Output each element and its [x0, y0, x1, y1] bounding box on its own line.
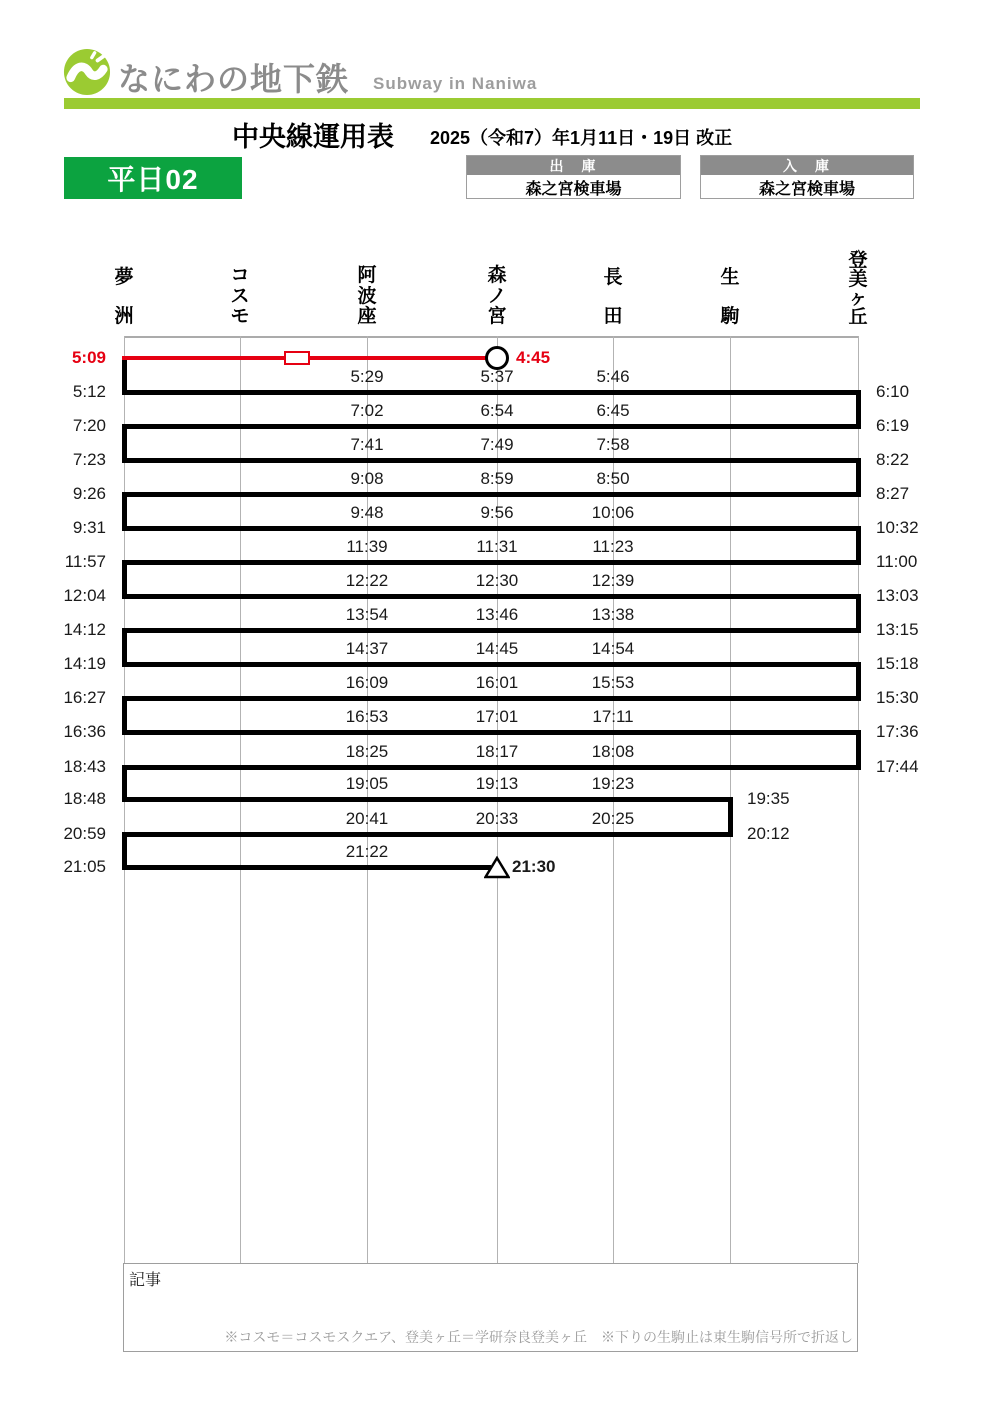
time-label-mid: 8:50 — [596, 469, 630, 488]
logo-subtitle: Subway in Naniwa — [373, 74, 538, 93]
run-bar — [122, 662, 861, 667]
station-char: 生 — [720, 267, 740, 288]
time-label-left: 20:59 — [63, 824, 106, 843]
run-bar — [122, 628, 861, 633]
run-bar — [122, 424, 861, 429]
station-char: 美 — [848, 269, 868, 290]
time-label-left: 21:05 — [63, 857, 106, 876]
time-label-mid: 18:17 — [475, 742, 519, 761]
station-char: ノ — [487, 285, 507, 307]
station-char: 座 — [357, 306, 377, 327]
time-label-right: 6:10 — [876, 382, 910, 401]
time-label-mid: 18:25 — [345, 742, 389, 761]
diagram-top-border — [124, 336, 859, 338]
run-bar — [122, 797, 733, 802]
time-label-left: 18:48 — [63, 789, 106, 808]
station-char: 阿 — [357, 265, 377, 286]
station-char: モ — [230, 306, 250, 327]
duty-badge: 平日02 — [64, 157, 242, 199]
time-label-left: 14:12 — [63, 620, 106, 639]
time-label-left: 9:26 — [72, 484, 106, 503]
notes-box — [123, 1263, 858, 1352]
station-header-長田 — [601, 268, 625, 326]
time-label-mid: 7:49 — [480, 435, 514, 454]
turnback-line — [856, 730, 861, 770]
time-label-mid: 17:11 — [592, 707, 634, 726]
time-label-mid: 6:54 — [480, 401, 514, 420]
station-header-森ノ宮 — [485, 266, 509, 326]
time-label-mid: 11:23 — [592, 537, 634, 556]
notes-label: 記事 — [129, 1272, 162, 1289]
time-label-right: 20:12 — [747, 824, 790, 843]
time-label-right: 8:22 — [876, 450, 910, 469]
time-label-mid: 19:05 — [345, 774, 389, 793]
time-label-left: 5:09 — [71, 348, 106, 367]
time-label-left: 14:19 — [63, 654, 106, 673]
run-bar — [122, 492, 861, 497]
time-label-mid: 20:41 — [345, 809, 389, 828]
footnote: ※コスモ＝コスモスクエア、登美ヶ丘＝学研奈良登美ヶ丘 ※下りの生駒止は東生駒信号所で折返し — [224, 1329, 853, 1345]
time-label-right: 17:36 — [876, 722, 919, 741]
run-bar — [122, 526, 861, 531]
doc-title: 中央線運用表 — [232, 122, 394, 152]
time-label-right: 15:18 — [876, 654, 919, 673]
time-label-left: 9:31 — [72, 518, 106, 537]
end-triangle-icon — [484, 856, 510, 879]
station-char: 駒 — [720, 306, 740, 327]
depot-rect-icon — [284, 351, 310, 365]
time-label-mid: 11:39 — [346, 537, 388, 556]
station-char: コ — [230, 265, 250, 286]
time-label-mid: 19:13 — [475, 774, 519, 793]
run-bar — [122, 458, 861, 463]
time-label-mid: 15:53 — [591, 673, 635, 692]
time-label-mid: 5:37 — [480, 367, 514, 386]
time-label-left: 18:43 — [63, 757, 106, 776]
station-char: 宮 — [487, 306, 507, 327]
station-char: 森 — [487, 265, 507, 286]
station-char: ヶ — [848, 288, 868, 309]
station-char: 田 — [603, 306, 623, 327]
time-label-mid: 18:08 — [591, 742, 635, 761]
station-header-阿波座 — [355, 266, 379, 326]
time-label-right: 21:30 — [512, 857, 556, 876]
depot-in-header: 入 庫 — [701, 156, 913, 175]
station-char: 登 — [848, 250, 868, 271]
time-label-right: 13:03 — [876, 586, 919, 605]
time-label-left: 16:36 — [63, 722, 106, 741]
time-label-left: 7:20 — [72, 416, 106, 435]
time-label-right: 17:44 — [876, 757, 919, 776]
turnback-line — [728, 797, 733, 837]
time-label-right: 19:35 — [747, 789, 790, 808]
run-bar — [122, 390, 861, 395]
time-label-right: 13:15 — [876, 620, 919, 639]
station-char: 丘 — [848, 307, 868, 328]
time-label-right: 4:45 — [516, 348, 551, 367]
run-bar — [122, 560, 861, 565]
time-label-right: 11:00 — [876, 552, 918, 571]
time-label-left: 7:23 — [72, 450, 106, 469]
station-char: 長 — [603, 267, 623, 288]
time-label-mid: 13:54 — [345, 605, 389, 624]
time-label-mid: 7:02 — [350, 401, 384, 420]
revision-date: 2025（令和7）年1月11日・19日 改正 — [430, 128, 733, 148]
station-char: 洲 — [114, 306, 134, 327]
time-label-mid: 8:59 — [480, 469, 514, 488]
time-label-right: 6:19 — [876, 416, 910, 435]
time-label-mid: 19:23 — [591, 774, 635, 793]
time-label-right: 10:32 — [876, 518, 919, 537]
station-char: ス — [230, 285, 250, 307]
time-label-mid: 20:33 — [475, 809, 519, 828]
time-label-mid: 17:01 — [475, 707, 519, 726]
time-label-mid: 10:06 — [591, 503, 635, 522]
station-header-登美ヶ丘 — [846, 251, 870, 326]
logo-title: なにわの地下鉄 — [118, 61, 350, 97]
time-label-left: 12:04 — [63, 586, 106, 605]
time-label-mid: 14:45 — [475, 639, 519, 658]
station-header-生駒 — [718, 268, 742, 326]
time-label-mid: 20:25 — [591, 809, 635, 828]
station-char: 波 — [357, 285, 377, 307]
time-label-mid: 12:39 — [591, 571, 635, 590]
time-label-mid: 6:45 — [596, 401, 630, 420]
time-label-mid: 16:53 — [345, 707, 389, 726]
run-bar — [122, 865, 491, 870]
time-label-mid: 12:30 — [475, 571, 519, 590]
time-label-mid: 9:48 — [350, 503, 384, 522]
depot-out-header: 出 庫 — [467, 156, 680, 175]
station-header-夢洲 — [112, 268, 136, 326]
run-bar — [122, 730, 861, 735]
time-label-mid: 5:29 — [350, 367, 384, 386]
time-label-mid: 14:54 — [591, 639, 635, 658]
run-bar — [122, 832, 733, 837]
time-label-mid: 13:46 — [475, 605, 519, 624]
time-label-mid: 16:09 — [345, 673, 389, 692]
station-header-コスモ — [228, 266, 252, 326]
time-label-mid: 12:22 — [345, 571, 389, 590]
depot-in-value: 森之宮検車場 — [701, 177, 913, 198]
run-bar — [122, 594, 861, 599]
time-label-left: 5:12 — [72, 382, 106, 401]
time-label-mid: 11:31 — [476, 537, 518, 556]
time-label-right: 15:30 — [876, 688, 919, 707]
time-label-mid: 7:41 — [350, 435, 384, 454]
time-label-mid: 9:56 — [480, 503, 514, 522]
time-label-mid: 13:38 — [591, 605, 635, 624]
time-label-left: 16:27 — [63, 688, 106, 707]
time-label-mid: 5:46 — [596, 367, 630, 386]
time-label-right: 8:27 — [876, 484, 910, 503]
time-label-mid: 16:01 — [475, 673, 519, 692]
time-label-mid: 21:22 — [345, 842, 389, 861]
run-bar — [122, 696, 861, 701]
run-bar — [122, 765, 861, 770]
time-label-mid: 9:08 — [350, 469, 384, 488]
time-label-mid: 7:58 — [596, 435, 630, 454]
time-label-mid: 14:37 — [345, 639, 389, 658]
station-char: 夢 — [114, 267, 134, 288]
depot-out-value: 森之宮検車場 — [467, 177, 680, 198]
time-label-left: 11:57 — [64, 552, 106, 571]
